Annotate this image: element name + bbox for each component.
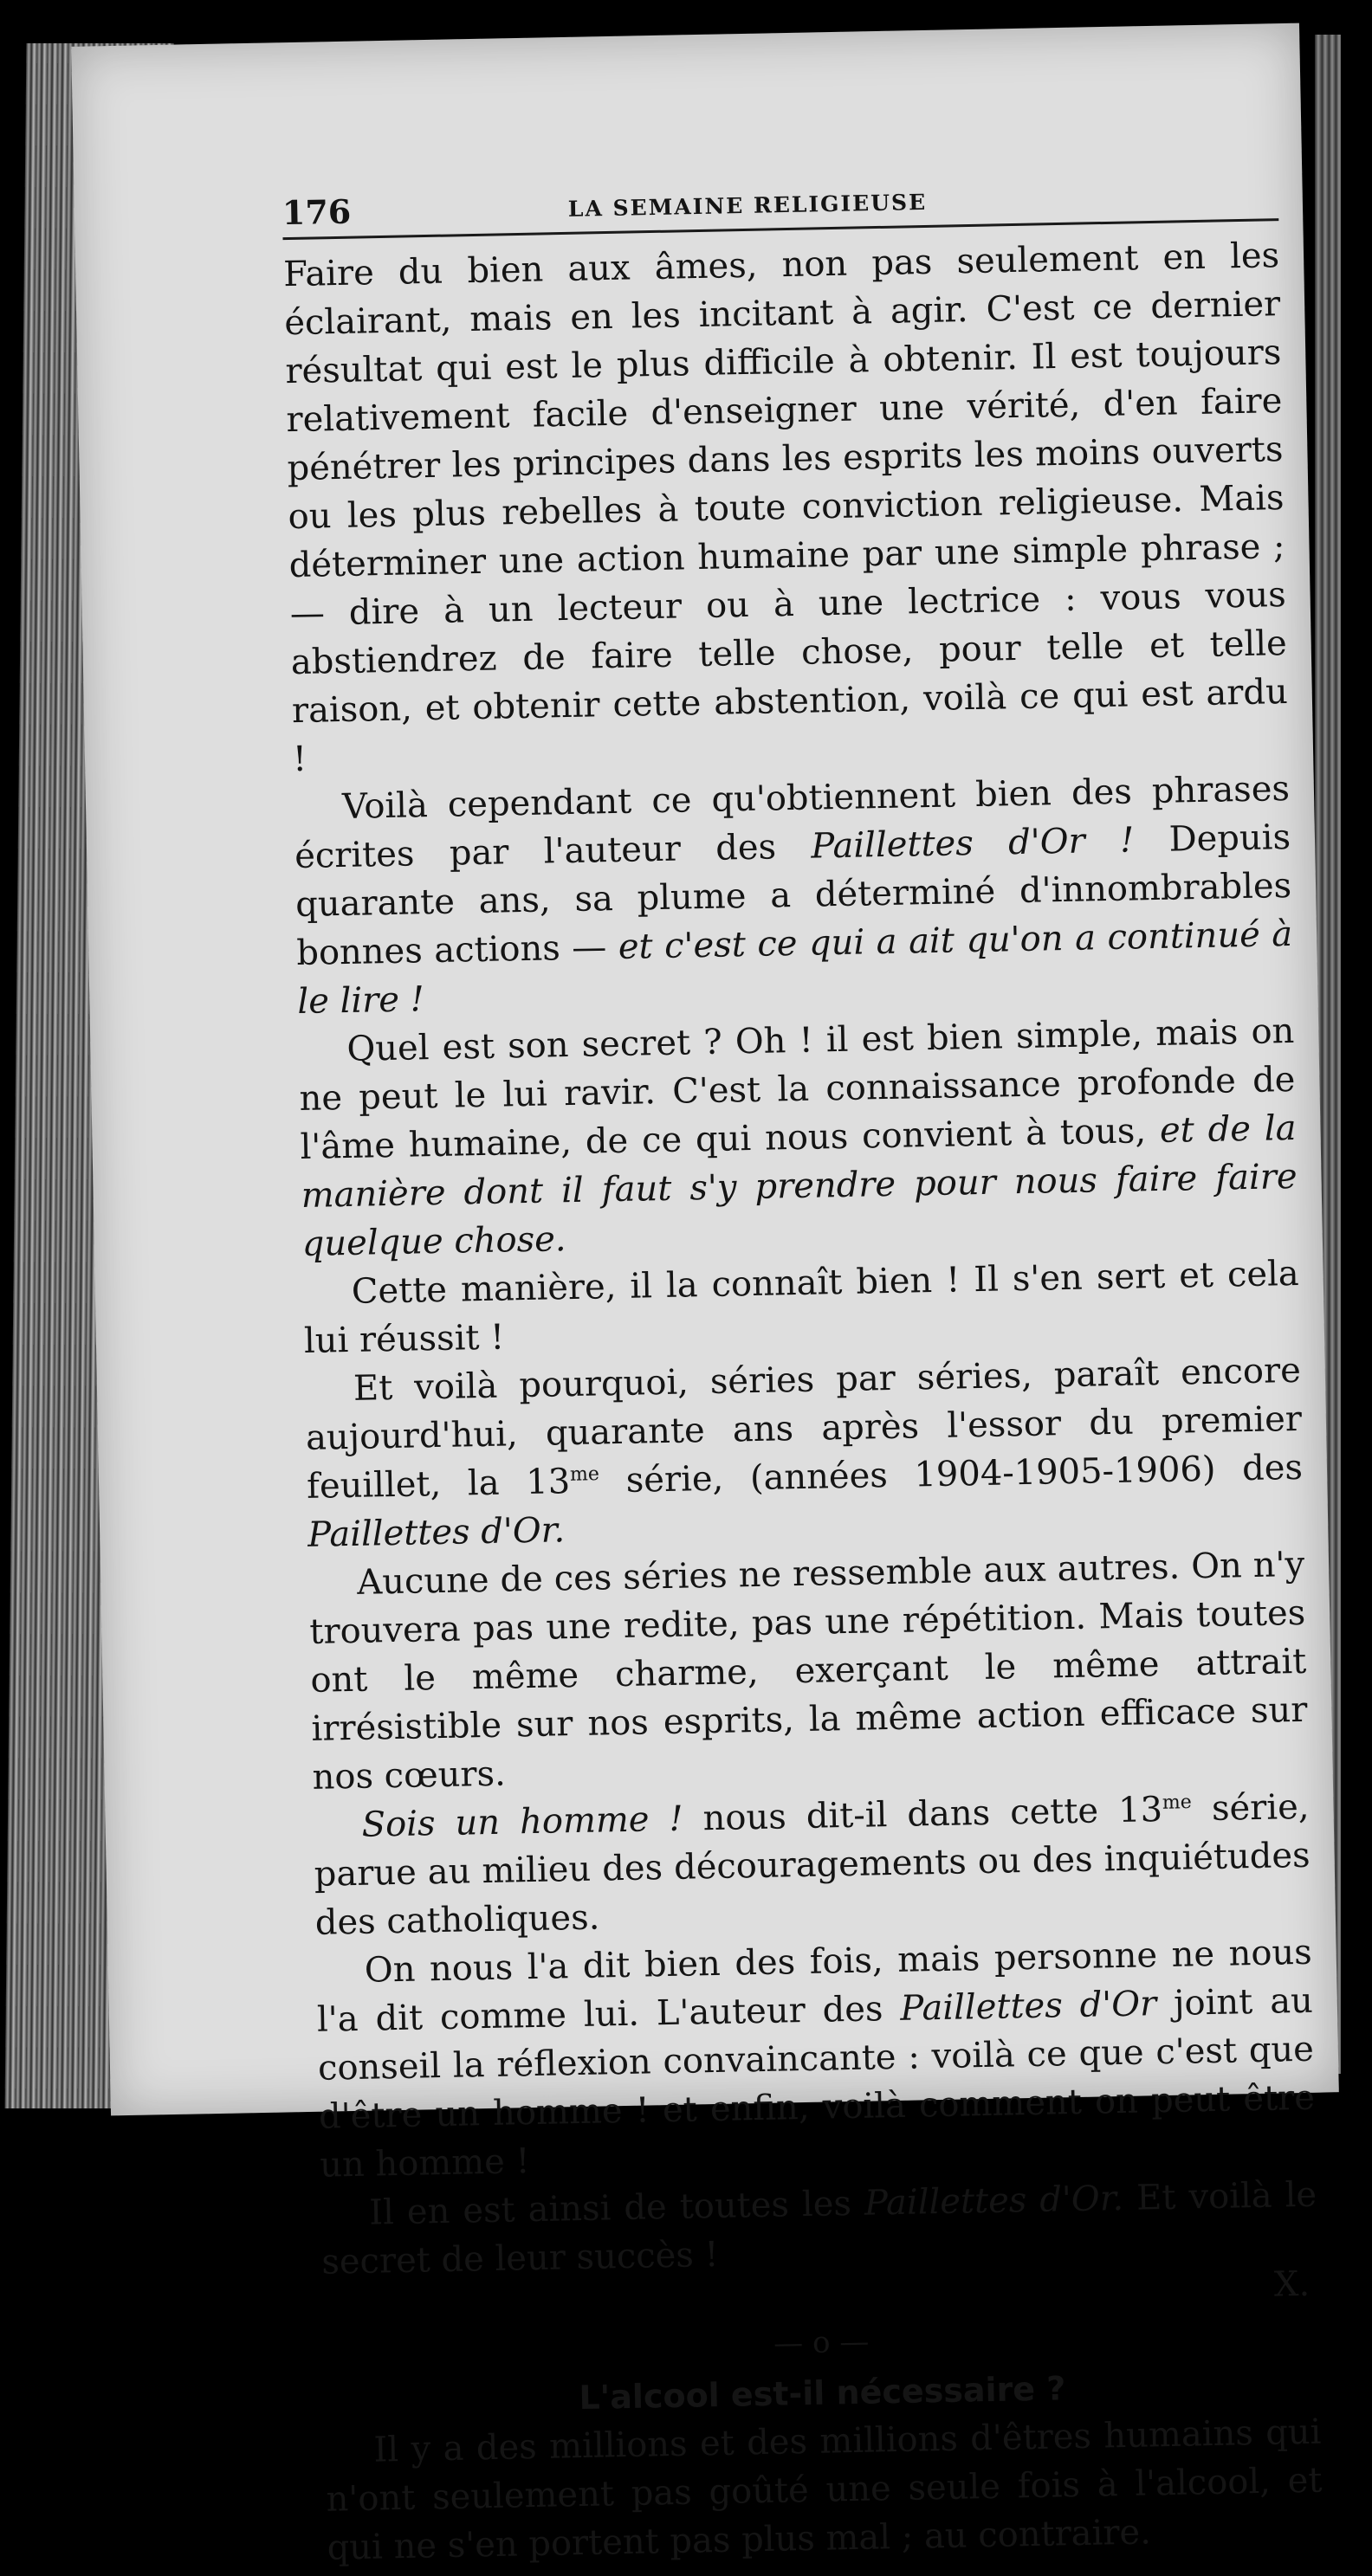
text-run: On nous l'a dit bien des fois, mais personne ne nous l'a dit comme lui. L'auteur des	[316, 1932, 1313, 2040]
text-run: Il y a des millions et des millions d'êtres humains qui n'ont seulement pas goûté une seule fois à l'alcool, et qui ne s'en portent pas plus mal ; au contraire.	[326, 2411, 1323, 2568]
text-run: Faire du bien aux âmes, non pas seulement en les éclairant, mais en les incitant à agir. C'est ce dernier résultat qui est le plus difficile à obtenir. Il est toujours relativement facile d'enseigner une vérité, d'en faire pénétrer les principes dans les esprits les moins ouverts ou les plus rebelles à toute conviction religieuse. Mais déterminer une action humaine par une simple phrase ; — dire à un lecteur ou à une lectrice : vous vous abstiendrez de faire telle chose, pour telle et telle raison, et obtenir cette abstention, voilà ce qui est ardu !	[282, 236, 1289, 780]
italic-text: et de la manière dont il faut s'y prendre pour nous faire faire quelque chose.	[301, 1107, 1298, 1264]
italic-text: et c'est ce qui a ait qu'on a continué à le lire !	[296, 914, 1293, 1023]
paragraph	[308, 1540, 1309, 1802]
text-run: Aucune de ces séries ne ressemble aux autres. On n'y trouvera pas une redite, pas une répétition. Mais toutes ont le même charme, exerçant le même attrait irrésistible sur nos esprits, la même action efficace sur nos cœurs.	[308, 1544, 1308, 1798]
paragraph	[325, 2408, 1323, 2573]
article-body	[283, 231, 1318, 2287]
text-run: Cette manière, il la connaît bien ! Il s'en sert et cela lui réussit !	[303, 1253, 1300, 1361]
text-run: Il en est ainsi de toutes les	[368, 2183, 865, 2233]
text-run: série, parue au milieu des découragements ou des inquiétudes des catholiques.	[314, 1786, 1311, 1943]
italic-text: Sois un homme !	[361, 1798, 684, 1845]
author-signature: X.	[1273, 2263, 1311, 2305]
italic-text: Paillettes d'Or	[899, 1984, 1157, 2029]
superscript: me	[1162, 1792, 1193, 1814]
paragraph	[315, 1928, 1316, 2190]
paragraph	[298, 1007, 1298, 1269]
paragraph	[304, 1346, 1304, 1559]
italic-text: Paillettes d'Or.	[307, 1510, 566, 1555]
superscript: me	[569, 1463, 600, 1486]
italic-text: Paillettes d'Or.	[864, 2178, 1124, 2224]
text-run: Et voilà le secret de leur succès !	[320, 2174, 1317, 2282]
page-header	[282, 166, 1278, 240]
paragraph	[302, 1249, 1300, 1365]
text-run: Et voilà pourquoi, séries par séries, paraît encore aujourd'hui, quarante ans après l'essor du premier feuillet, la 13	[305, 1350, 1303, 1507]
paragraph	[294, 765, 1294, 1026]
page-number: 176	[282, 191, 352, 233]
paragraph	[283, 231, 1290, 784]
text-run: Voilà cependant ce qu'obtiennent bien des phrases écrites par l'auteur des	[294, 768, 1291, 877]
text-run: nous dit-il dans cette 13	[683, 1790, 1163, 1839]
running-title: LA SEMAINE RELIGIEUSE	[567, 189, 928, 222]
text-run: joint au conseil la réflexion convaincante : voilà ce que c'est que d'être un homme ! et enfin, voilà comment on peut être un homme !	[317, 1980, 1316, 2185]
text-run: Quel est son secret ? Oh ! il est bien simple, mais on ne peut le lui ravir. C'est la connaissance profonde de l'âme humaine, de ce qui nous convient à tous,	[299, 1010, 1296, 1167]
italic-text: Paillettes d'Or !	[810, 820, 1135, 867]
section-heading: L'alcool est-il nécessaire ?	[579, 2369, 1066, 2418]
section-separator: — o —	[773, 2324, 870, 2361]
page-content	[282, 166, 1323, 2573]
text-run: série, (années 1904-1905-1906) des	[599, 1447, 1304, 1501]
paragraph	[313, 1783, 1311, 1947]
text-run: Depuis quarante ans, sa plume a déterminé d'innombrables bonnes actions —	[294, 817, 1292, 974]
second-article-body	[325, 2408, 1323, 2573]
book-page	[71, 23, 1339, 2568]
